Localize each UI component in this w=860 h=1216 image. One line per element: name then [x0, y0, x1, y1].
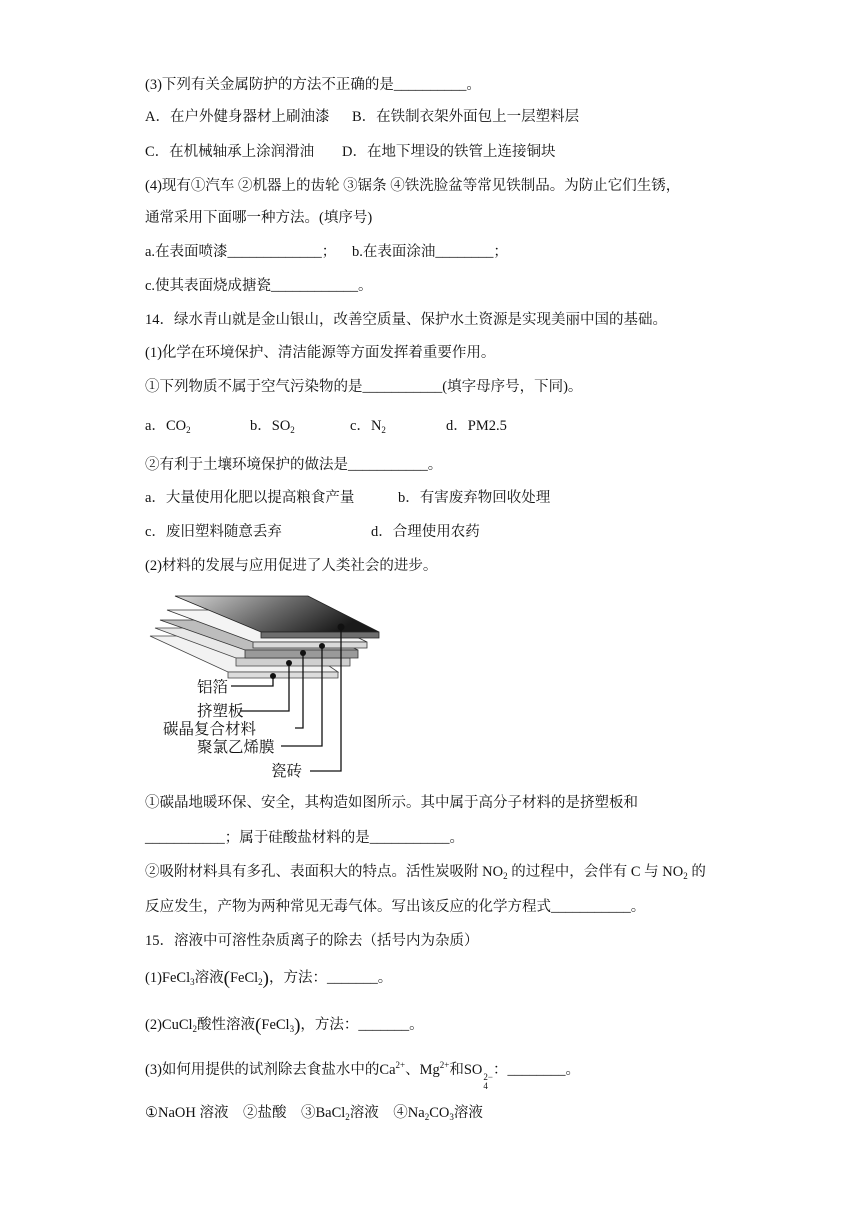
q15-part2: (2)CuCl$_2$酸性溶液(FeCl$_3$)，方法：_______。: [145, 1015, 424, 1036]
q14-part2-q2-line2: 反应发生，产物为两种常见无毒气体。写出该反应的化学方程式___________。: [145, 899, 646, 915]
q15-reagents: ①NaOH 溶液 ②盐酸 ③BaCl$_2$溶液 $④Na_2CO_3$溶液: [145, 1105, 483, 1122]
q13-part4-c: c.使其表面烧成搪瓷____________。: [145, 278, 373, 294]
q14-part1: (1)化学在环境保护、清洁能源等方面发挥着重要作用。: [145, 345, 496, 361]
q14-part2: (2)材料的发展与应用促进了人类社会的进步。: [145, 558, 438, 574]
q14-q2-option-a: a．大量使用化肥以提高粮食产量: [145, 490, 355, 506]
q14-q2-option-b: b．有害废弃物回收处理: [398, 490, 551, 506]
q13-part4-b: b.在表面涂油________；: [352, 244, 508, 260]
q14-part2-q1-line1: ①碳晶地暖环保、安全，其构造如图所示。其中属于高分子材料的是挤塑板和: [145, 795, 638, 811]
label-extruded-board: 挤塑板: [197, 702, 244, 720]
label-pvc-film: 聚氯乙烯膜: [197, 738, 275, 756]
q14-q1-option-b: b．$SO_2$: [250, 418, 295, 435]
q14-q1-option-a: a．$CO_2$: [145, 418, 191, 435]
q14-part1-q2: ②有利于土壤环境保护的做法是___________。: [145, 457, 443, 473]
q13-option-a: A．在户外健身器材上刷油漆: [145, 109, 330, 125]
q13-part3-stem: (3)下列有关金属防护的方法不正确的是__________。: [145, 77, 481, 93]
q14-q1-option-c: c．$N_2$: [350, 418, 386, 435]
q14-q2-option-c: c．废旧塑料随意丢弃: [145, 524, 282, 540]
layer-structure-figure: [145, 592, 385, 782]
q15-title: 15．溶液中可溶性杂质离子的除去（括号内为杂质）: [145, 933, 479, 949]
q13-part4-a: a.在表面喷漆_____________；: [145, 244, 337, 260]
q15-part3: (3)如何用提供的试剂除去食盐水中的$Ca^{2+}$、$Mg^{2+}$和SO 2− 4 ：________。: [145, 1060, 580, 1091]
q14-q2-option-d: d．合理使用农药: [371, 524, 480, 540]
q13-part4-line2: 通常采用下面哪一种方法。(填序号): [145, 210, 373, 226]
q13-option-d: D．在地下埋设的铁管上连接铜块: [342, 144, 556, 160]
q14-q1-option-d: d．PM2.5: [446, 418, 507, 434]
q13-option-b: B．在铁制衣架外面包上一层塑料层: [352, 109, 580, 125]
label-ceramic-tile: 瓷砖: [271, 762, 303, 780]
label-aluminum-foil: 铝箔: [197, 678, 229, 696]
q14-part2-q1-line2: ___________；属于硅酸盐材料的是___________。: [145, 830, 464, 846]
label-carbon-crystal: 碳晶复合材料: [163, 720, 257, 738]
q14-title: 14．绿水青山就是金山银山，改善空质量、保护水土资源是实现美丽中国的基础。: [145, 312, 667, 328]
q14-part1-q1: ①下列物质不属于空气污染物的是___________(填字母序号，下同)。: [145, 379, 583, 395]
q15-part1: (1)FeCl$_3$溶液(FeCl$_2$)，方法：_______。: [145, 968, 393, 989]
q13-option-c: C．在机械轴承上涂润滑油: [145, 144, 315, 160]
q13-part4-line1: (4)现有①汽车 ②机器上的齿轮 ③锯条 ④铁洗脸盆等常见铁制品。为防止它们生锈，: [145, 178, 681, 194]
q14-part2-q2-line1: ②吸附材料具有多孔、表面积大的特点。活性炭吸附 $NO_2$ 的过程中，会伴有 C 与 $NO_2$ 的: [145, 864, 706, 881]
